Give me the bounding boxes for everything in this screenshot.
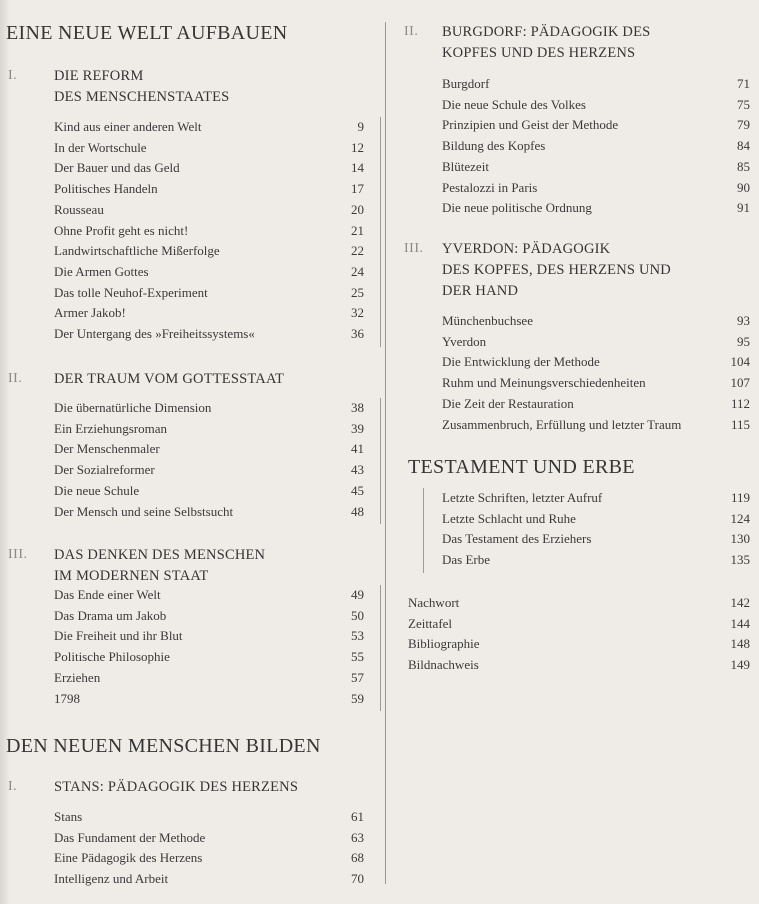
page-number: 124 <box>730 510 750 526</box>
toc-entry <box>442 352 750 372</box>
page-number: 38 <box>351 400 364 415</box>
entry-group-rule <box>380 398 381 524</box>
entry-group-rule <box>380 117 381 347</box>
toc-entry <box>54 262 364 282</box>
toc-entry <box>54 689 364 709</box>
entry-title: Bildung des Kopfes <box>442 138 546 154</box>
page-number: 91 <box>737 200 750 216</box>
page-number: 149 <box>730 657 750 673</box>
entry-title: Die übernatürliche Dimension <box>54 400 212 415</box>
entry-title: Die neue Schule <box>54 482 140 498</box>
toc-entry <box>408 614 750 634</box>
page-number: 112 <box>730 395 750 411</box>
toc-entry <box>408 655 750 675</box>
entry-title: Blütezeit <box>442 158 489 174</box>
page-number: 17 <box>351 181 364 197</box>
entry-title: Burgdorf <box>442 76 490 91</box>
chapter-title: DES KOPFES, DES HERZENS UND <box>442 262 671 278</box>
toc-entry <box>54 460 364 480</box>
entry-title: Die Entwicklung der Methode <box>442 354 600 370</box>
entry-title: Das Fundament der Methode <box>54 829 206 845</box>
page-number: 57 <box>351 669 364 685</box>
page-number: 90 <box>737 179 750 195</box>
page-number: 32 <box>351 305 364 321</box>
toc-entry <box>54 647 364 667</box>
chapter-title: YVERDON: PÄDAGOGIK <box>442 241 611 257</box>
entry-title: Letzte Schlacht und Ruhe <box>442 510 576 526</box>
chapter-number: II. <box>8 371 23 386</box>
toc-entry <box>442 373 750 393</box>
chapter-title: DER TRAUM VOM GOTTESSTAAT <box>54 371 285 387</box>
page-number: 61 <box>351 809 364 824</box>
chapter-number: II. <box>404 24 419 39</box>
entry-title: Bildnachweis <box>408 657 479 673</box>
page-number: 71 <box>737 76 750 91</box>
page-number: 12 <box>351 139 364 155</box>
entry-title: Der Sozialreformer <box>54 462 155 478</box>
entry-title: In der Wortschule <box>54 139 147 155</box>
toc-entry <box>408 634 750 654</box>
page-number: 75 <box>737 96 750 112</box>
entry-title: Die neue politische Ordnung <box>442 200 592 216</box>
entry-title: Der Mensch und seine Selbstsucht <box>54 503 234 519</box>
page-number: 130 <box>730 531 750 547</box>
entry-title: Der Untergang des »Freiheitssystems« <box>54 326 255 341</box>
chapter-title: BURGDORF: PÄDAGOGIK DES <box>442 24 651 40</box>
entry-title: Landwirtschaftliche Mißerfolge <box>54 243 220 259</box>
toc-entry <box>54 241 364 261</box>
entry-title: Pestalozzi in Paris <box>442 179 538 195</box>
entry-title: Ruhm und Meinungsverschiedenheiten <box>442 375 646 391</box>
page-number: 148 <box>730 636 750 652</box>
entry-title: Yverdon <box>442 333 487 349</box>
page-number: 68 <box>351 850 364 866</box>
page-number: 21 <box>351 222 364 238</box>
page-number: 14 <box>351 160 364 176</box>
part-title: EINE NEUE WELT AUFBAUEN <box>6 22 288 44</box>
chapter-number: I. <box>8 68 18 83</box>
toc-entry <box>442 115 750 135</box>
entry-title: 1798 <box>54 690 80 706</box>
page-number: 55 <box>351 649 364 665</box>
toc-entry <box>442 332 750 352</box>
toc-entry <box>442 394 750 414</box>
chapter-title: KOPFES UND DES HERZENS <box>442 45 636 61</box>
toc-entry <box>54 221 364 241</box>
page-number: 45 <box>351 482 364 498</box>
toc-entry <box>54 158 364 178</box>
toc-entry <box>54 502 364 522</box>
toc-entry <box>54 606 364 626</box>
chapter-title: STANS: PÄDAGOGIK DES HERZENS <box>54 779 299 795</box>
toc-entry <box>442 550 750 570</box>
chapter-number: III. <box>404 241 424 256</box>
page-number: 142 <box>730 595 750 610</box>
toc-entry <box>442 157 750 177</box>
entry-title: Ein Erziehungsroman <box>54 420 167 436</box>
entry-title: Kind aus einer anderen Welt <box>54 119 202 134</box>
entry-title: Der Menschenmaler <box>54 441 160 457</box>
entry-title: Das Drama um Jakob <box>54 607 167 623</box>
entry-title: Das Testament des Erziehers <box>442 531 592 547</box>
page-number: 104 <box>730 354 750 370</box>
page-number: 22 <box>351 243 364 259</box>
entry-title: Die Freiheit und ihr Blut <box>54 628 183 644</box>
chapter-title: IM MODERNEN STAAT <box>54 568 209 584</box>
toc-entry <box>442 136 750 156</box>
entry-title: Ohne Profit geht es nicht! <box>54 222 189 238</box>
toc-entry <box>442 509 750 529</box>
entry-group-rule <box>423 488 424 573</box>
page-number: 24 <box>351 263 364 279</box>
toc-entry <box>54 179 364 199</box>
toc-entry <box>442 178 750 198</box>
entry-title: Prinzipien und Geist der Methode <box>442 117 619 133</box>
toc-entry <box>442 415 750 435</box>
page-edge-shadow <box>0 0 10 904</box>
chapter-number: I. <box>8 779 18 794</box>
entry-title: Das Erbe <box>442 552 491 568</box>
toc-entry <box>54 138 364 158</box>
page-number: 95 <box>737 333 750 349</box>
page-number: 53 <box>351 628 364 644</box>
page-number: 48 <box>351 503 364 519</box>
toc-entry <box>442 95 750 115</box>
toc-entry <box>54 626 364 646</box>
page-number: 144 <box>730 615 750 631</box>
entry-title: Der Bauer und das Geld <box>54 160 180 176</box>
entry-title: Stans <box>54 809 83 824</box>
page-number: 49 <box>351 587 364 602</box>
chapter-title: DAS DENKEN DES MENSCHEN <box>54 547 266 563</box>
toc-entry <box>54 585 364 605</box>
entry-title: Zusammenbruch, Erfüllung und letzter Traum <box>442 416 682 432</box>
entry-title: Münchenbuchsee <box>442 313 533 328</box>
toc-entry <box>54 324 364 344</box>
toc-entry <box>54 283 364 303</box>
toc-entry <box>54 439 364 459</box>
page-number: 36 <box>351 326 364 341</box>
page-number: 79 <box>737 117 750 133</box>
page-number: 93 <box>737 313 750 328</box>
page-number: 70 <box>351 871 364 887</box>
entry-title: Nachwort <box>408 595 460 610</box>
toc-entry <box>442 529 750 549</box>
page-number: 107 <box>730 375 750 391</box>
entry-title: Intelligenz und Arbeit <box>54 871 169 887</box>
page-number: 115 <box>730 416 750 432</box>
page-number: 63 <box>351 829 364 845</box>
page-number: 9 <box>357 119 364 134</box>
toc-entry <box>54 807 364 827</box>
toc-entry <box>442 74 750 94</box>
toc-entry <box>408 593 750 613</box>
page-number: 39 <box>351 420 364 436</box>
entry-title: Bibliographie <box>408 636 480 652</box>
page-number: 41 <box>351 441 364 457</box>
chapter-number: III. <box>8 547 28 562</box>
chapter-title: DIE REFORM <box>54 68 144 84</box>
toc-entry <box>442 488 750 508</box>
toc-entry <box>54 828 364 848</box>
toc-entry <box>54 668 364 688</box>
toc-entry <box>54 419 364 439</box>
toc-entry <box>54 848 364 868</box>
page-number: 85 <box>737 158 750 174</box>
page-number: 135 <box>730 552 750 568</box>
entry-title: Das Ende einer Welt <box>54 587 161 602</box>
toc-entry <box>54 303 364 323</box>
toc-entry <box>54 398 364 418</box>
entry-group-rule <box>380 585 381 711</box>
toc-entry <box>54 481 364 501</box>
entry-title: Eine Pädagogik des Herzens <box>54 850 203 866</box>
entry-title: Die Armen Gottes <box>54 263 149 279</box>
entry-title: Letzte Schriften, letzter Aufruf <box>442 490 603 505</box>
toc-entry <box>54 200 364 220</box>
entry-title: Die Zeit der Restauration <box>442 395 574 411</box>
toc-entry <box>54 869 364 889</box>
page-number: 20 <box>351 201 364 217</box>
page-number: 84 <box>737 138 750 154</box>
page-number: 59 <box>351 690 364 706</box>
entry-title: Politische Philosophie <box>54 649 170 665</box>
page-number: 50 <box>351 607 364 623</box>
toc-entry <box>442 311 750 331</box>
chapter-title: DER HAND <box>442 283 519 299</box>
part-title: DEN NEUEN MENSCHEN BILDEN <box>6 735 321 757</box>
entry-title: Das tolle Neuhof-Experiment <box>54 284 208 300</box>
entry-title: Die neue Schule des Volkes <box>442 96 586 112</box>
chapter-title: DES MENSCHENSTAATES <box>54 89 230 105</box>
entry-title: Rousseau <box>54 201 104 217</box>
toc-entry <box>54 117 364 137</box>
column-divider <box>385 22 386 884</box>
page-number: 25 <box>351 284 364 300</box>
part-title: TESTAMENT UND ERBE <box>408 456 635 478</box>
toc-entry <box>442 198 750 218</box>
entry-title: Politisches Handeln <box>54 181 158 197</box>
entry-title: Zeittafel <box>408 615 453 631</box>
page-number: 43 <box>351 462 364 478</box>
entry-title: Erziehen <box>54 669 101 685</box>
entry-title: Armer Jakob! <box>54 305 126 321</box>
page-number: 119 <box>730 490 750 505</box>
